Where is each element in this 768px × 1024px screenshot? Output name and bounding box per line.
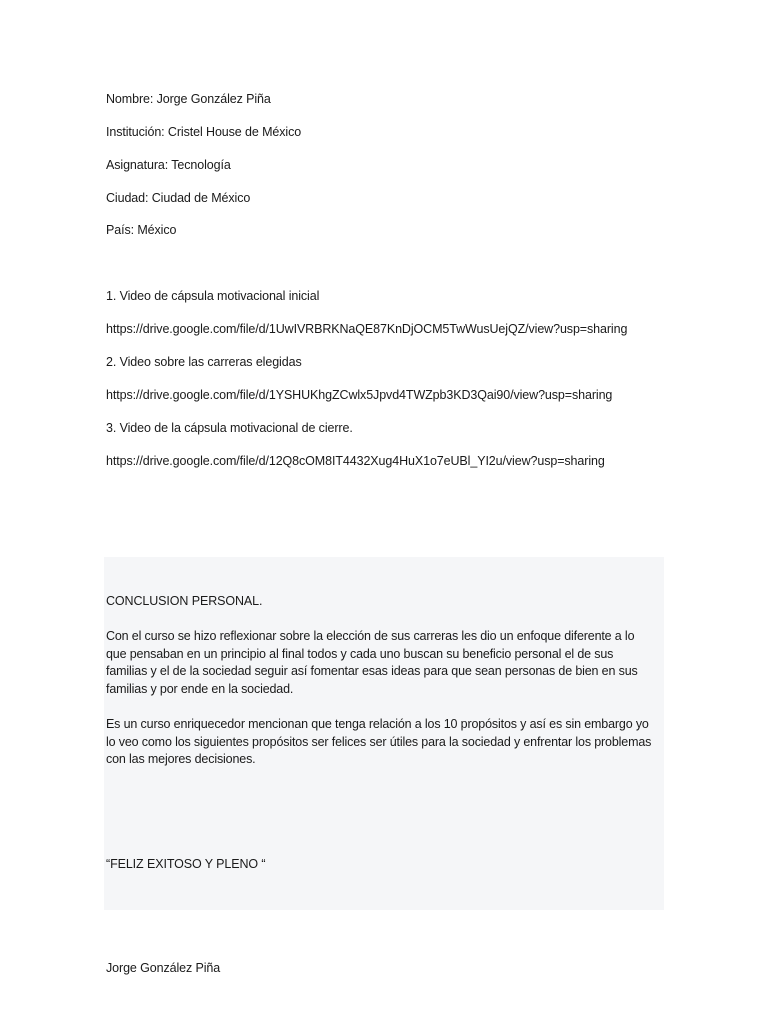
subject: Asignatura: Tecnología [106, 158, 231, 172]
institution: Institución: Cristel House de México [106, 125, 302, 139]
video-1-link[interactable]: https://drive.google.com/file/d/1UwIVRBRKNaQE87KnDjOCM5TwWusUejQZ/view?usp=sharing [106, 322, 628, 336]
video-3-title: 3. Video de la cápsula motivacional de cierre. [106, 421, 353, 435]
signature-name: Jorge González Piña [106, 961, 221, 975]
city: Ciudad: Ciudad de México [106, 191, 251, 205]
student-name: Nombre: Jorge González Piña [106, 92, 271, 106]
country: País: México [106, 223, 177, 237]
conclusion-paragraph-1: Con el curso se hizo reflexionar sobre la elección de sus carreras les dio un enfoque diferente a lo que pensaban en un principio al final todos y cada uno buscan su beneficio personal el de sus familias y el de la sociedad seguir así fomentar esas ideas para que sean personas de bien en sus familias y por ende en la sociedad. [106, 629, 638, 696]
conclusion-heading: CONCLUSION PERSONAL. [106, 594, 263, 608]
video-1-title: 1. Video de cápsula motivacional inicial [106, 289, 320, 303]
conclusion-motto: “FELIZ EXITOSO Y PLENO “ [106, 857, 266, 871]
video-3-link[interactable]: https://drive.google.com/file/d/12Q8cOM8IT4432Xug4HuX1o7eUBl_YI2u/view?usp=sharing [106, 454, 605, 468]
conclusion-paragraph-2: Es un curso enriquecedor mencionan que tenga relación a los 10 propósitos y así es sin embargo yo lo veo como los siguientes propósitos ser felices ser útiles para la sociedad y enfrentar los problemas con las mejores decisiones. [106, 717, 652, 766]
video-2-title: 2. Video sobre las carreras elegidas [106, 355, 302, 369]
video-2-link[interactable]: https://drive.google.com/file/d/1YSHUKhgZCwlx5Jpvd4TWZpb3KD3Qai90/view?usp=sharing [106, 388, 613, 402]
